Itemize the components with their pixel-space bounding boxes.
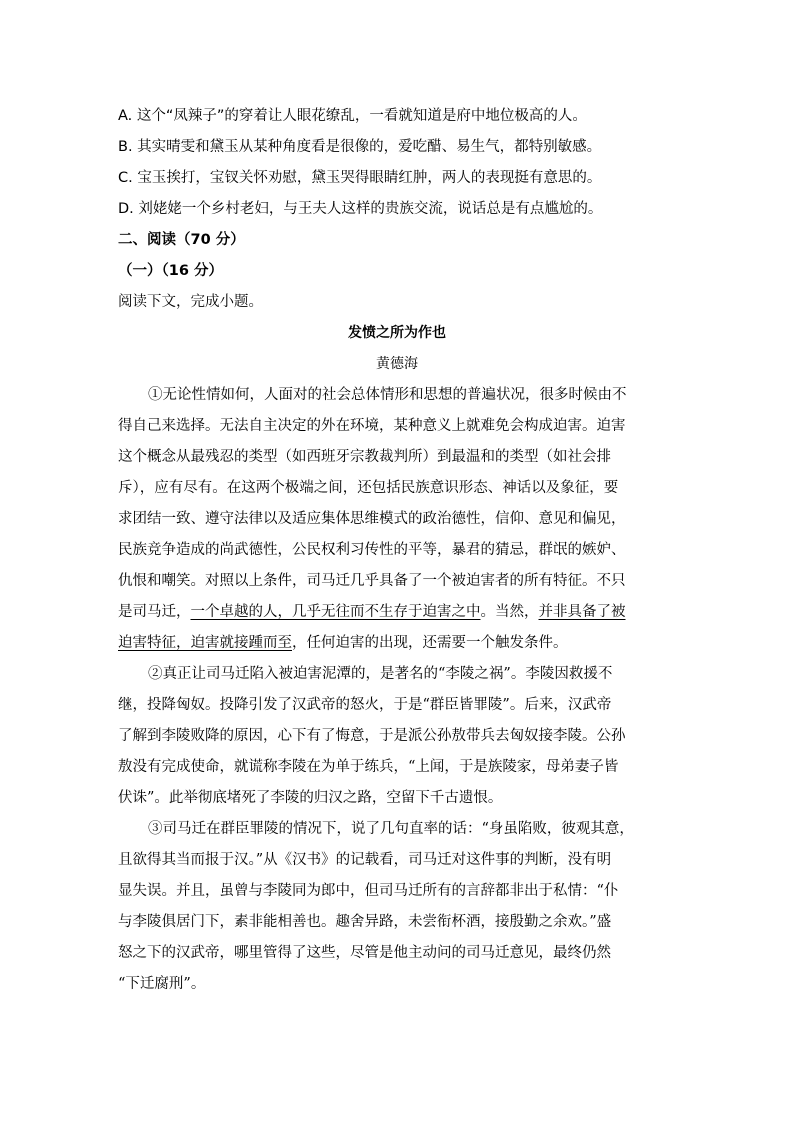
option-c: C. 宝玉挨打，宝钗关怀劝慰，黛玉哭得眼睛红肿，两人的表现挺有意思的。	[118, 170, 602, 186]
paragraph-1-line-8	[118, 600, 626, 621]
paragraph-3-line-4: 与李陵俱居门下，素非能相善也。趣舍异路，未尝衔杯酒，接殷勤之余欢。”盛	[118, 914, 612, 930]
paragraph-1-line-5: 求团结一致、遵守法律以及适应集体思维模式的政治德性，信仰、意见和偏见，	[118, 511, 626, 527]
paragraph-1-line-2: 得自己来选择。无法自主决定的外在环境，某种意义上就难免会构成迫害。迫害	[118, 418, 626, 434]
section-heading: 二、阅读（70 分）	[118, 232, 245, 248]
paragraph-3-line-2: 且欲得其当而报于汉。”从《汉书》的记载看，司马迁对这件事的判断，没有明	[118, 852, 612, 868]
option-b: B. 其实晴雯和黛玉从某种角度看是很像的，爱吃醋、易生气，都特别敏感。	[118, 139, 602, 155]
paragraph-3-line-1: ③司马迁在群臣罪陵的情况下，说了几句直率的话：“身虽陷败，彼观其意，	[148, 821, 634, 837]
line-8-text-a: 是司马迁，	[118, 604, 191, 620]
paragraph-1-line-6: 民族竞争造成的尚武德性，公民权利习传性的平等，暴君的猜忌，群氓的嫉妒、	[118, 542, 626, 558]
paragraph-2-line-5: 伏诛”。此举彻底堵死了李陵的归汉之路，空留下千古遗恨。	[118, 790, 503, 806]
instruction-text: 阅读下文，完成小题。	[118, 294, 263, 310]
underlined-phrase-1: 一个卓越的人，几乎无往而不生存于迫害之中	[190, 604, 481, 620]
paragraph-1-line-9	[118, 631, 568, 652]
paragraph-3-line-5: 怒之下的汉武帝，哪里管得了这些，尽管是他主动问的司马迁意见，最终仍然	[118, 945, 611, 961]
paragraph-2-line-1: ②真正让司马迁陷入被迫害泥潭的，是著名的“李陵之祸”。李陵因救援不	[148, 666, 613, 682]
paragraph-1-line-3: 这个概念从最残忍的类型（如西班牙宗教裁判所）到最温和的类型（如社会排	[118, 449, 611, 465]
paragraph-2-line-3: 了解到李陵败降的原因，心下有了悔意，于是派公孙敖带兵去匈奴接李陵。公孙	[118, 728, 626, 744]
line-9-text-b: ，任何迫害的出现，还需要一个触发条件。	[292, 635, 568, 651]
paragraph-2-line-2: 继，投降匈奴。投降引发了汉武帝的怒火，于是“群臣皆罪陵”。后来，汉武帝	[118, 697, 612, 713]
underlined-phrase-2-start: 并非具备了被	[538, 604, 626, 620]
paragraph-1-line-4: 斥），应有尽有。在这两个极端之间，还包括民族意识形态、神话以及象征，要	[118, 480, 619, 496]
paragraph-1-line-1: ①无论性情如何，人面对的社会总体情形和思想的普遍状况，很多时候由不	[148, 387, 627, 403]
paragraph-2-line-4: 敖没有完成使命，就谎称李陵在为单于练兵，“上闻，于是族陵家，母弟妻子皆	[118, 759, 619, 775]
underlined-phrase-2-end: 迫害特征，迫害就接踵而至	[118, 635, 292, 651]
line-8-text-c: 。当然，	[480, 604, 539, 620]
subsection-heading: （一）（16 分）	[118, 263, 223, 279]
article-title: 发愤之所为作也	[348, 325, 446, 341]
paragraph-3-line-6: “下迁腐刑”。	[118, 976, 206, 992]
paragraph-3-line-3: 显失误。并且，虽曾与李陵同为郎中，但司马迁所有的言辞都非出于私情：“仆	[118, 883, 619, 899]
paragraph-1-line-7: 仇恨和嘲笑。对照以上条件，司马迁几乎具备了一个被迫害者的所有特征。不只	[118, 573, 626, 589]
option-d: D. 刘姥姥一个乡村老妇，与王夫人这样的贵族交流，说话总是有点尴尬的。	[118, 201, 603, 217]
article-author: 黄德海	[376, 356, 418, 372]
option-a: A. 这个“凤辣子”的穿着让人眼花缭乱，一看就知道是府中地位极高的人。	[118, 108, 587, 124]
